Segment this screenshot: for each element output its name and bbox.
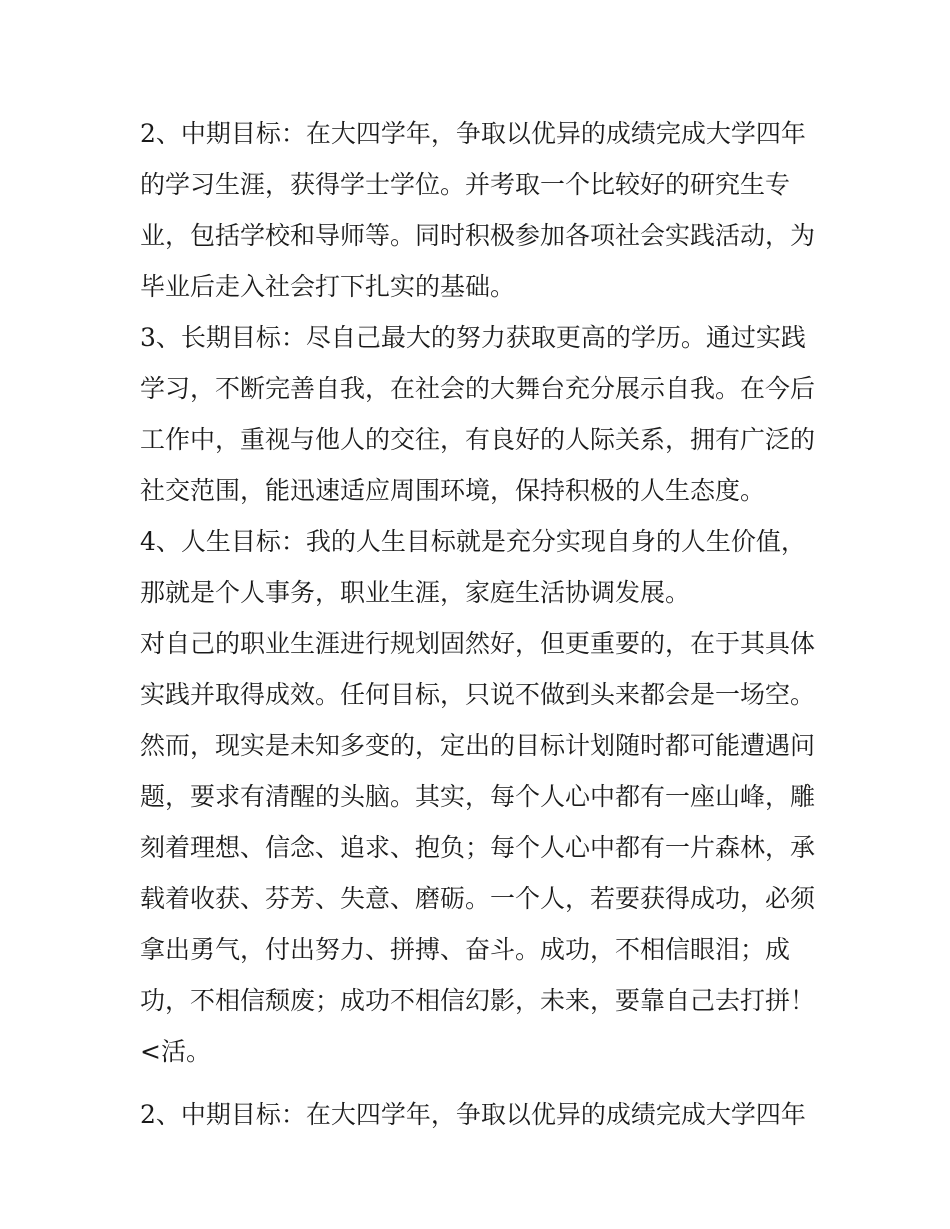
text-line: 3、长期目标：尽自己最大的努力获取更高的学历。通过实践 (140, 323, 806, 352)
text-line: 然而，现实是未知多变的，定出的目标计划随时都可能遭遇问 (140, 731, 816, 760)
text-line: 载着收获、芬芳、失意、磨砺。一个人，若要获得成功，必须 (140, 884, 816, 913)
text-line: 实践并取得成效。任何目标，只说不做到头来都会是一场空。 (140, 680, 816, 709)
text-line: 4、人生目标：我的人生目标就是充分实现自身的人生价值， (140, 527, 806, 556)
text-line: 业，包括学校和导师等。同时积极参加各项社会实践活动，为 (140, 221, 816, 250)
text-line: 的学习生涯，获得学士学位。并考取一个比较好的研究生专 (140, 170, 791, 199)
text-line: 学习，不断完善自我，在社会的大舞台充分展示自我。在今后 (140, 374, 816, 403)
text-line: 那就是个人事务，职业生涯，家庭生活协调发展。 (140, 578, 691, 607)
text-line: 题，要求有清醒的头脑。其实，每个人心中都有一座山峰，雕 (140, 782, 816, 811)
text-line: 对自己的职业生涯进行规划固然好，但更重要的，在于其具体 (140, 629, 816, 658)
text-line: 功，不相信颓废；成功不相信幻影，未来，要靠自己去打拼！ (140, 986, 816, 1015)
text-line: <活。 (140, 1037, 211, 1066)
text-line: 工作中，重视与他人的交往，有良好的人际关系，拥有广泛的 (140, 425, 816, 454)
text-line: 拿出勇气，付出努力、拼搏、奋斗。成功，不相信眼泪；成 (140, 935, 791, 964)
text-line: 毕业后走入社会打下扎实的基础。 (140, 272, 516, 301)
document-text (140, 108, 820, 1140)
text-line: 2、中期目标：在大四学年，争取以优异的成绩完成大学四年 (140, 119, 806, 148)
paragraph-gap (140, 1077, 820, 1089)
text-line: 刻着理想、信念、追求、抱负；每个人心中都有一片森林，承 (140, 833, 816, 862)
text-line: 2、中期目标：在大四学年，争取以优异的成绩完成大学四年 (140, 1100, 806, 1129)
text-line: 社交范围，能迅速适应周围环境，保持积极的人生态度。 (140, 476, 766, 505)
